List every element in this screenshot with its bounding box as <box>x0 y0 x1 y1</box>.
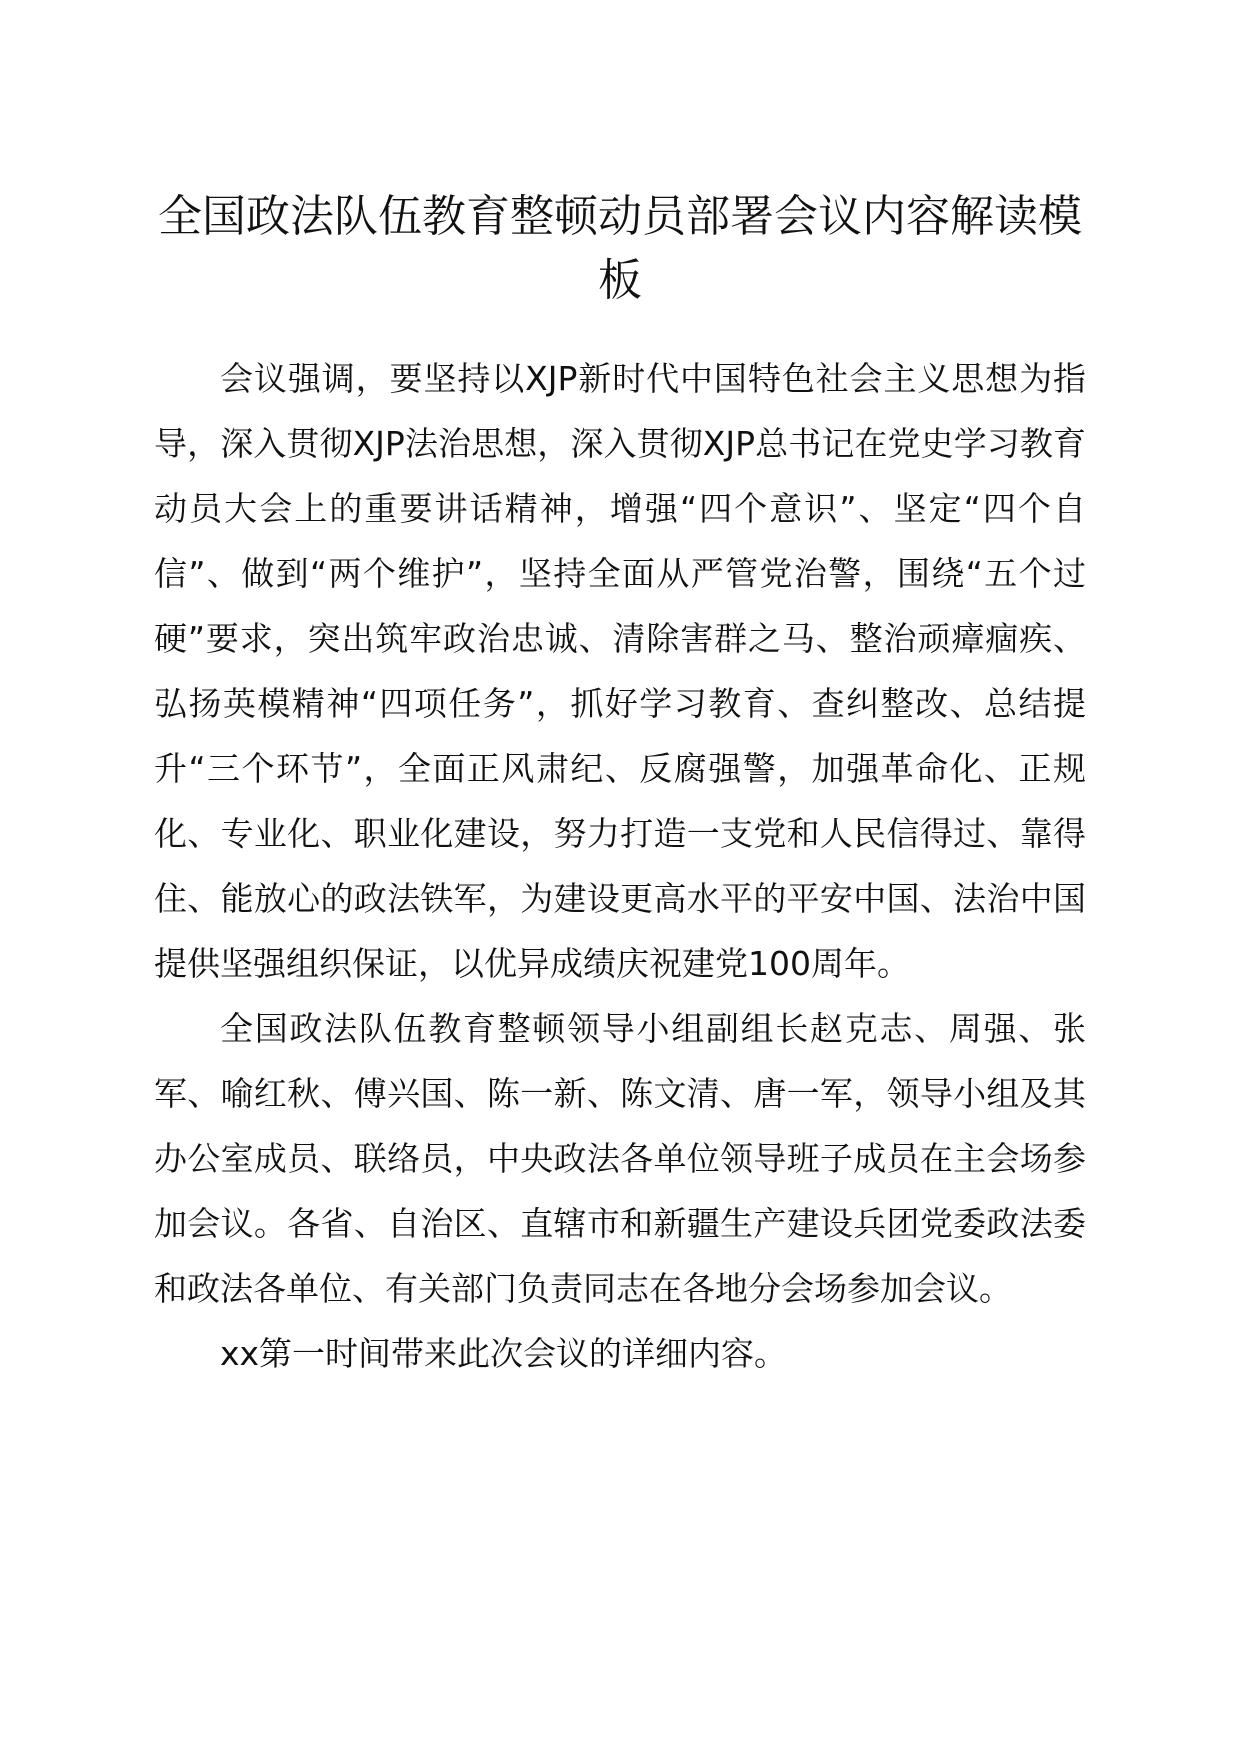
document-title: 全国政法队伍教育整顿动员部署会议内容解读模板 <box>158 191 1082 306</box>
paragraph-closing: xx第一时间带来此次会议的详细内容。 <box>220 1334 788 1373</box>
document-body <box>154 346 1086 1386</box>
paragraph-meeting-emphasis: 会议强调，要坚持以XJP新时代中国特色社会主义思想为指导，深入贯彻XJP法治思想，深入贯彻XJP总书记在党史学习教育动员大会上的重要讲话精神，增强“四个意识”、坚定“四个自信”、做到“两个维护”，坚持全面从严管党治警，围绕“五个过硬”要求，突出筑牢政治忠诚、清除害群之马、整治顽瘴痼疾、弘扬英模精神“四项任务”，抓好学习教育、查纠整改、总结提升“三个环节”，全面正风肃纪、反腐强警，加强革命化、正规化、专业化、职业化建设，努力打造一支党和人民信得过、靠得住、能放心的政法铁军，为建设更高水平的平安中国、法治中国提供坚强组织保证，以优异成绩庆祝建党100周年。 <box>154 359 1086 983</box>
paragraph-attendees: 全国政法队伍教育整顿领导小组副组长赵克志、周强、张军、喻红秋、傅兴国、陈一新、陈文清、唐一军，领导小组及其办公室成员、联络员，中央政法各单位领导班子成员在主会场参加会议。各省、自治区、直辖市和新疆生产建设兵团党委政法委和政法各单位、有关部门负责同志在各地分会场参加会议。 <box>154 1009 1086 1308</box>
